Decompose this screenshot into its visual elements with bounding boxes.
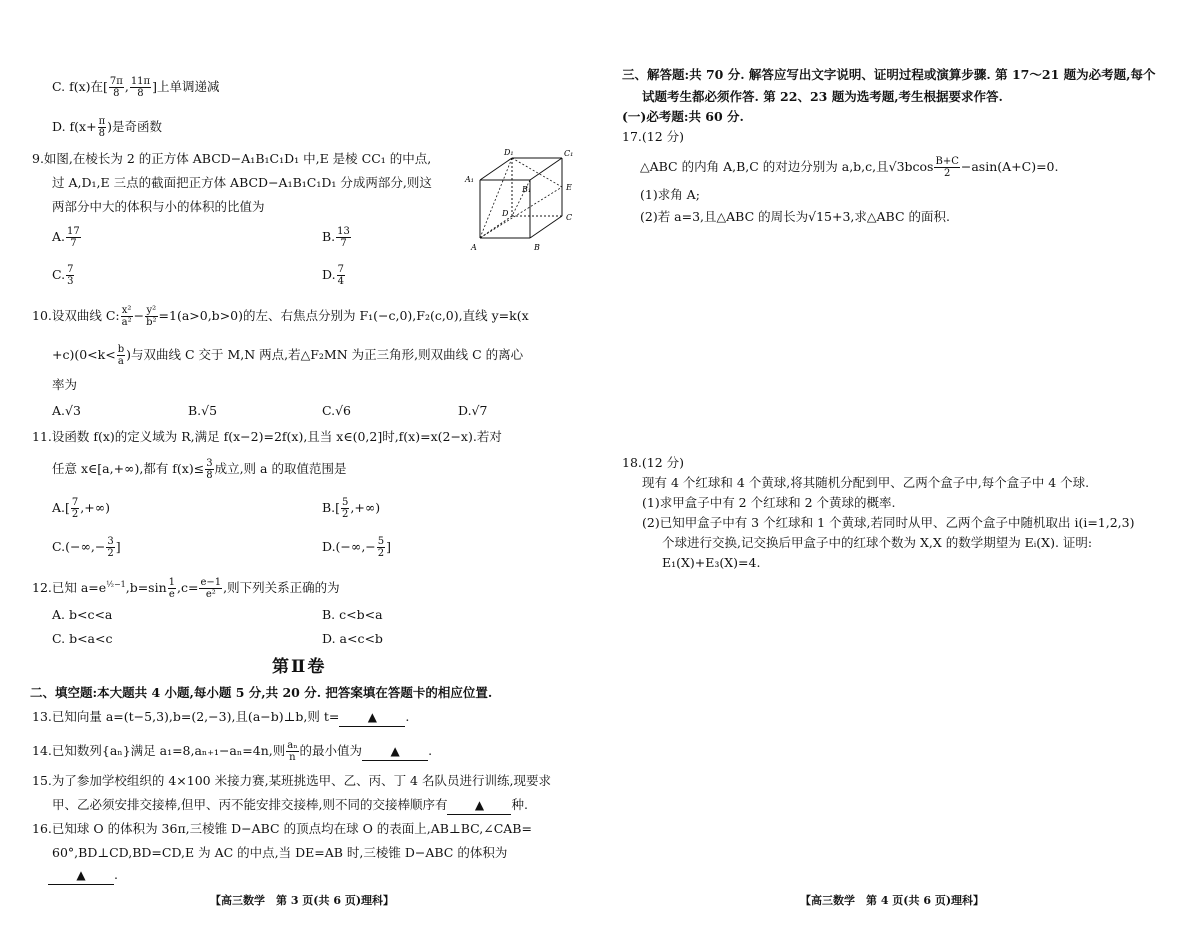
q11-option-a [52,497,110,520]
label-a1: A₁ [465,175,474,184]
fraction [145,305,157,328]
label-b1: B₁ [522,185,532,194]
numerator: 1 [168,577,176,589]
text: 任意 x∈[a,+∞),都有 f(x)≤ [52,461,205,476]
q11-option-b [322,497,380,520]
fraction [66,264,74,287]
text: ,+∞) [80,500,111,515]
text: ] [386,539,392,554]
denominator: 8 [98,128,106,139]
numerator: e−1 [200,577,222,589]
text: ] [115,539,121,554]
fraction [130,76,151,99]
denominator: a² [121,317,132,328]
text: 10.设双曲线 C: [32,308,120,323]
numerator: 5 [342,497,349,508]
q16-line1: 16.已知球 O 的体积为 36π,三棱锥 D−ABC 的顶点均在球 O 的表面上,AB⊥BC,∠CAB= [32,821,532,836]
numerator: b [117,344,125,355]
section-line [480,158,512,238]
denominator: b² [146,317,157,328]
denominator: a [117,356,124,367]
q16-line3 [48,866,118,885]
q12-option-c: C. b<a<c [52,631,113,646]
denominator: 2 [377,548,385,559]
numerator: 3 [206,458,213,469]
numerator: y² [146,305,157,316]
numerator: 7 [337,264,344,275]
text: 成立,则 a 的取值范围是 [214,461,347,476]
q17-part1: (1)求角 A; [640,187,700,202]
text: =1(a>0,b>0)的左、右焦点分别为 F₁(−c,0),F₂(c,0),直线 y=k(x [158,308,529,323]
fraction [199,577,222,600]
q18-header: 18.(12 分) [622,455,685,470]
exponent: ½−1 [106,580,126,589]
q15-line2 [52,796,528,815]
text: 12.已知 a=e [32,580,107,596]
text: A.[ [52,500,70,515]
q9-line3: 两部分中大的体积与小的体积的比值为 [52,199,265,214]
denominator: 7 [70,238,77,249]
edge [480,158,512,180]
text: 14.已知数列{aₙ}满足 a₁=8,aₙ₊₁−aₙ=4n,则 [32,743,286,758]
text: D. [52,119,66,134]
section-line [512,158,562,187]
text: 13.已知向量 a=(t−5,3),b=(2,−3),且(a−b)⊥b,则 t= [32,709,340,724]
q10-option-d: D.√7 [458,403,488,418]
text: ,则下列关系正确的为 [223,580,340,596]
fraction [117,344,125,367]
text: ,c= [177,580,199,596]
q9-option-c [52,264,75,287]
text: D.(−∞,− [322,539,376,554]
q10-line3: 率为 [52,377,78,392]
text: B.[ [322,500,341,515]
text: D. [322,267,336,282]
q13 [32,708,409,727]
q18-part2-line1: (2)已知甲盒子中有 3 个红球和 1 个黄球,若同时从甲、乙两个盒子中随机取出 i(i=1,2,3) [642,515,1135,530]
denominator: 8 [113,88,120,99]
numerator: B+C [935,156,959,167]
page-footer: 【高三数学 第 4 页(共 6 页)理科】 [800,894,985,907]
q12-option-d: D. a<c<b [322,631,383,646]
denominator: 2 [71,509,79,520]
q8-option-c [52,76,220,99]
part2-title: 第Ⅱ卷 [272,657,327,677]
q10-line1 [32,305,529,328]
fraction [71,497,79,520]
q10-option-a: A.√3 [52,403,81,418]
edge [530,216,562,238]
triangle-icon: ▲ [76,868,86,882]
label-c: C [566,213,573,222]
q10-option-b: B.√5 [188,403,218,418]
label-d: D [502,209,509,218]
text: − [133,308,145,323]
q15-line1: 15.为了参加学校组织的 4×100 米接力赛,某班挑选甲、乙、丙、丁 4 名队员进行训练,现要求 [32,773,551,788]
q12-option-b: B. c<b<a [322,607,383,622]
q18-part1: (1)求甲盒子中有 2 个红球和 2 个黄球的概率. [642,495,896,510]
text: )是奇函数 [107,119,163,134]
q17-header: 17.(12 分) [622,129,685,144]
text: , [124,79,129,94]
q9-option-b [322,226,352,249]
text: +c)(0<k< [52,347,116,362]
label-d1: D₁ [504,148,514,157]
denominator: 2 [107,548,114,559]
q9-line1: 9.如图,在棱长为 2 的正方体 ABCD−A₁B₁C₁D₁ 中,E 是棱 CC₁ 的中点, [32,151,432,166]
q12-stem [32,576,340,600]
q9-option-d [322,264,346,287]
q12-option-a: A. b<c<a [52,607,113,622]
q11-option-d [322,536,391,559]
fraction [121,305,133,328]
q18-part2-line2: 个球进行交换,记交换后甲盒子中的红球个数为 X,X 的数学期望为 Eᵢ(X). 证明: [662,535,1093,550]
q9-option-a [52,226,82,249]
fraction [205,458,213,481]
text: C. [52,79,66,94]
text: f(x)在[ [69,79,108,94]
denominator: e² [205,589,216,601]
denominator: 8 [137,88,144,99]
denominator: 7 [340,238,347,249]
label-c1: C₁ [564,149,574,158]
text: f(x+ [69,119,97,134]
text: . [405,709,410,724]
text: )与双曲线 C 交于 M,N 两点,若△F₂MN 为正三角形,则双曲线 C 的离心 [126,347,524,362]
text: 甲、乙必须安排交接棒,但甲、丙不能安排交接棒,则不同的交接棒顺序有 [52,797,448,812]
triangle-icon: ▲ [474,798,485,812]
q11-option-c [52,536,121,559]
numerator: 7 [67,264,74,275]
page-footer: 【高三数学 第 3 页(共 6 页)理科】 [210,894,395,907]
denominator: 2 [342,509,349,520]
q14 [32,740,432,763]
right-page [600,0,1200,938]
text: −asin(A+C)=0. [960,159,1059,174]
fraction [934,156,959,179]
denominator: 2 [943,168,951,179]
q8-option-d [52,116,162,139]
denominator: 8 [206,470,213,481]
numerator: 3 [107,536,114,547]
fraction [286,740,298,763]
answer-blank [48,866,114,885]
sec3-heading-line1: 三、解答题:共 70 分. 解答应写出文字说明、证明过程或演算步骤. 第 17～21 题为必考题,每个 [622,67,1156,82]
numerator: 11π [130,76,151,87]
numerator: 5 [377,536,385,547]
fraction [66,226,81,249]
fraction [377,536,385,559]
denominator: 4 [337,276,344,287]
q17-part2: (2)若 a=3,且△ABC 的周长为√15+3,求△ABC 的面积. [640,209,950,224]
sec2-heading: 二、填空题:本大题共 4 小题,每小题 5 分,共 20 分. 把答案填在答题卡的相应位置. [30,685,493,700]
fraction [168,577,176,600]
triangle-icon: ▲ [367,710,377,724]
text: ,b=sin [125,580,167,596]
fraction [109,76,124,99]
text: 种. [511,797,528,812]
label-a: A [471,243,477,252]
numerator: aₙ [287,740,298,751]
numerator: π [98,116,106,127]
fraction [337,264,345,287]
section-line [480,187,562,238]
text: △ABC 的内角 A,B,C 的对边分别为 a,b,c,且√3bcos [640,159,934,174]
text: 的最小值为 [299,743,363,758]
fraction [336,226,351,249]
q17-stem [640,156,1058,179]
text: . [114,867,118,882]
denominator: n [289,752,296,763]
denominator: e [168,589,175,601]
numerator: 13 [337,226,350,237]
fraction [341,497,349,520]
q10-line2 [52,344,523,367]
label-e: E [566,183,572,192]
answer-blank [362,742,428,761]
text: ,+∞) [350,500,381,515]
required-heading: (一)必考题:共 60 分. [622,109,744,124]
denominator: 3 [67,276,74,287]
edge [530,158,562,180]
answer-blank [447,796,511,815]
numerator: x² [121,305,132,316]
numerator: 17 [67,226,80,237]
triangle-icon: ▲ [390,744,400,758]
text: C.(−∞,− [52,539,106,554]
q18-part2-line3: E₁(X)+E₃(X)=4. [662,555,761,570]
q10-option-c: C.√6 [322,403,352,418]
text: A. [52,229,66,244]
label-b: B [534,243,540,252]
numerator: 7 [71,497,79,508]
numerator: 7π [109,76,123,87]
fraction [106,536,114,559]
cube-figure [462,146,587,254]
q9-line2: 过 A,D₁,E 三点的截面把正方体 ABCD−A₁B₁C₁D₁ 分成两部分,则这 [52,175,432,190]
text: C. [52,267,66,282]
q11-line1: 11.设函数 f(x)的定义域为 R,满足 f(x−2)=2f(x),且当 x∈(0,2]时,f(x)=x(2−x).若对 [32,429,502,444]
q11-line2 [52,458,346,481]
fraction [98,116,107,139]
answer-blank [339,708,405,727]
q18-stem: 现有 4 个红球和 4 个黄球,将其随机分配到甲、乙两个盒子中,每个盒子中 4 个球. [642,475,1090,490]
text: . [428,743,433,758]
text: ]上单调递减 [152,79,220,94]
q16-line2: 60°,BD⊥CD,BD=CD,E 为 AC 的中点,当 DE=AB 时,三棱锥 D−ABC 的体积为 [52,845,508,860]
text: B. [322,229,336,244]
sec3-heading-line2: 试题考生都必须作答. 第 22、23 题为选考题,考生根据要求作答. [642,89,1003,104]
